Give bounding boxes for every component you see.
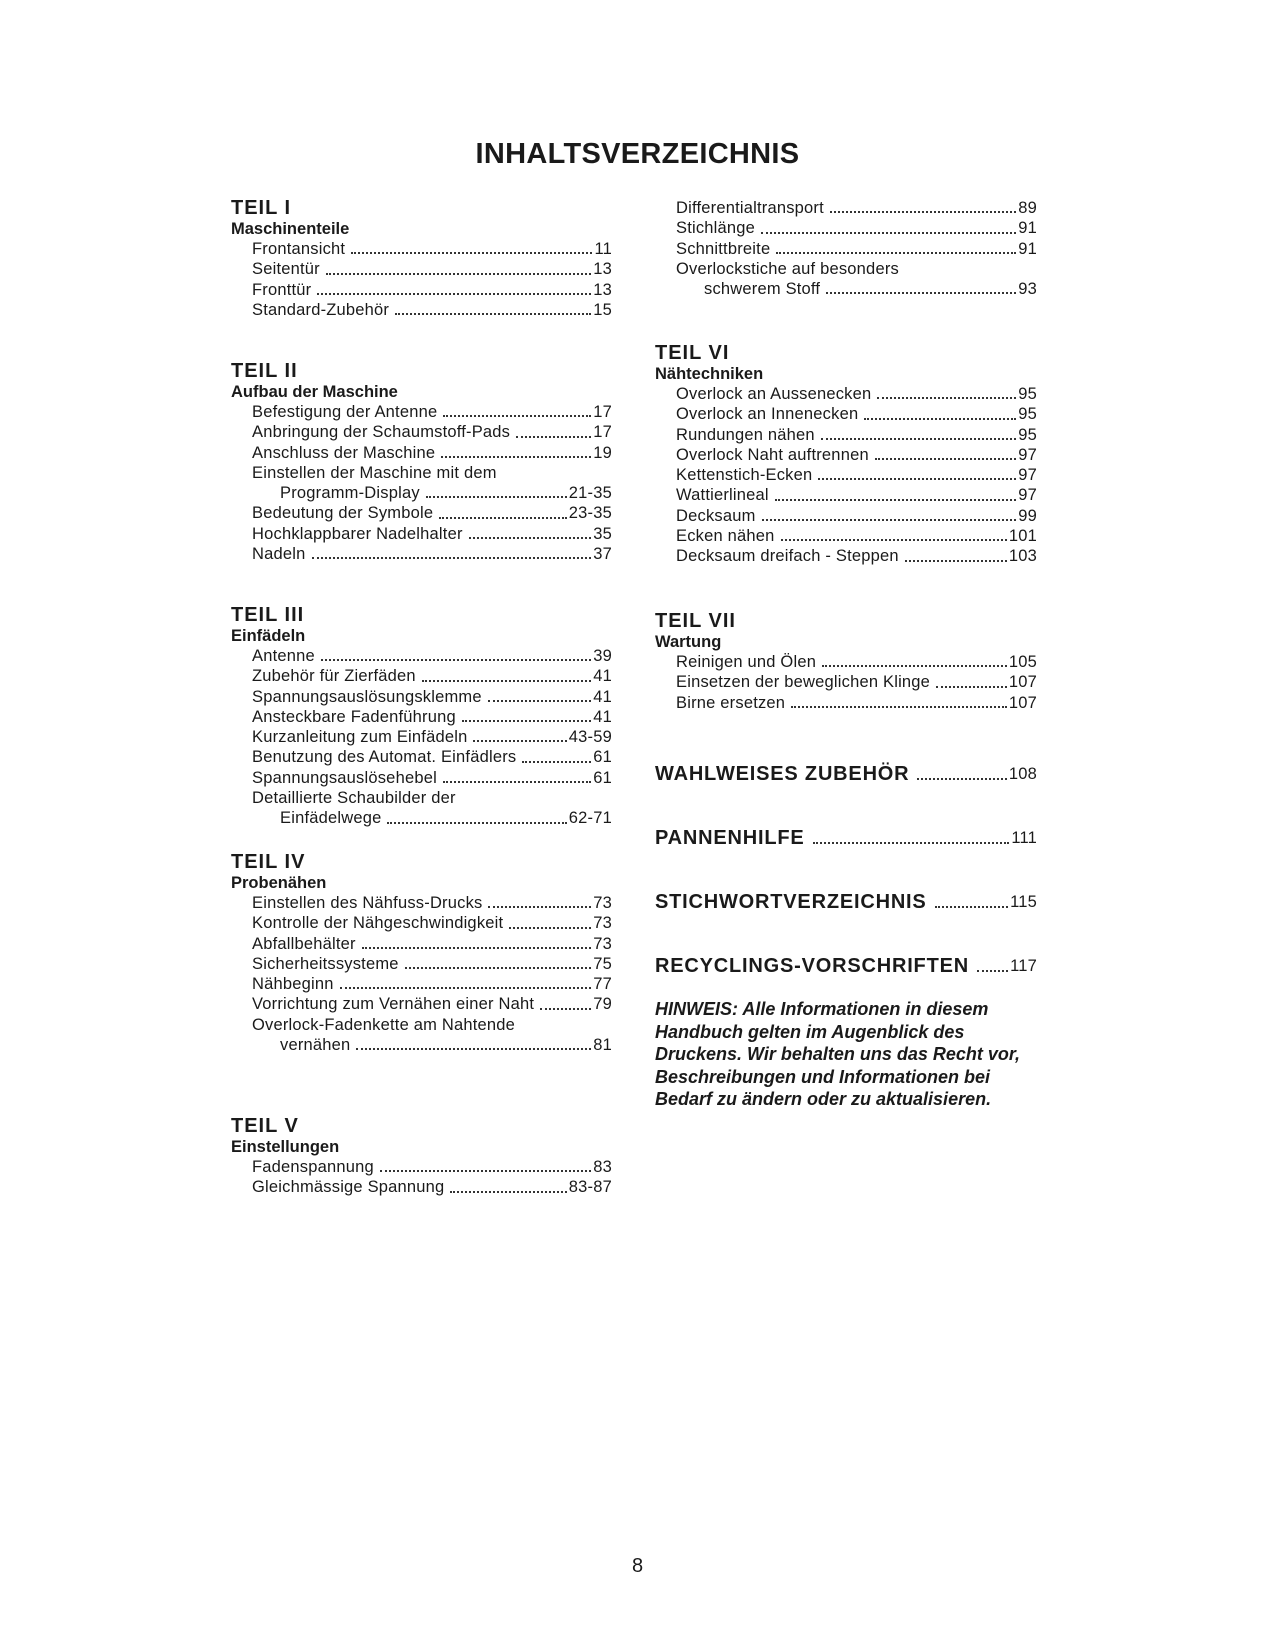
toc-entry[interactable] — [231, 239, 612, 259]
notice-line: HINWEIS: Alle Informationen in diesem — [655, 999, 989, 1019]
section-heading: TEIL II — [231, 360, 298, 382]
toc-entry-label: Gleichmässige Spannung — [252, 1178, 445, 1197]
toc-entry-page: 117 — [1010, 957, 1037, 975]
dot-leader — [818, 478, 1016, 480]
section-subheading: Maschinenteile — [231, 220, 350, 238]
toc-entry-label: Overlock Naht auftrennen — [676, 445, 869, 464]
section-teil-5 — [231, 1115, 612, 1198]
toc-entry-label: Stichlänge — [676, 219, 756, 238]
dot-leader — [877, 397, 1016, 399]
toc-entry[interactable] — [231, 913, 612, 933]
section-heading: TEIL V — [231, 1115, 299, 1137]
toc-entry-page: 43-59 — [568, 728, 612, 747]
toc-entry[interactable] — [231, 646, 612, 666]
toc-entry-page: 108 — [1008, 765, 1037, 783]
toc-entry-recyclings-vorschriften[interactable] — [655, 954, 1037, 978]
toc-entry[interactable] — [655, 404, 1037, 424]
toc-entry-page: 19 — [593, 443, 612, 462]
toc-entry-page: 73 — [593, 914, 612, 933]
dot-leader — [488, 700, 592, 702]
toc-entry-label: Abfallbehälter — [252, 934, 356, 953]
toc-entry-label: Schnittbreite — [676, 239, 771, 258]
toc-entry-label-cont: Programm-Display — [280, 484, 420, 503]
dot-leader — [380, 1170, 591, 1172]
toc-entry-page: 93 — [1018, 280, 1037, 299]
toc-entry-page: 15 — [593, 300, 612, 319]
toc-entry-page: 21-35 — [568, 484, 612, 503]
dot-leader — [488, 906, 591, 908]
dot-leader — [340, 987, 592, 989]
toc-entry[interactable] — [231, 666, 612, 686]
toc-entry-page: 35 — [593, 524, 612, 543]
toc-entry[interactable] — [231, 483, 612, 503]
dot-leader — [821, 438, 1016, 440]
toc-entry-label-cont: schwerem Stoff — [704, 280, 821, 299]
toc-entry[interactable] — [231, 503, 612, 523]
toc-entry[interactable] — [231, 954, 612, 974]
toc-entry[interactable] — [231, 443, 612, 463]
toc-entry[interactable] — [655, 279, 1037, 299]
toc-entry-label: Kurzanleitung zum Einfädeln — [252, 728, 468, 747]
section-subheading: Einfädeln — [231, 627, 306, 645]
toc-entry-wahlweises-zubehoer[interactable] — [655, 762, 1037, 786]
toc-entry-label: Sicherheitssysteme — [252, 954, 399, 973]
dot-leader — [917, 778, 1006, 780]
toc-entry[interactable] — [655, 485, 1037, 505]
toc-entry-page: 61 — [593, 768, 612, 787]
toc-entry-label: Reinigen und Ölen — [676, 653, 817, 671]
toc-entry[interactable] — [231, 707, 612, 727]
toc-entry[interactable] — [231, 747, 612, 767]
toc-entry-page: 75 — [593, 954, 612, 973]
toc-entry-label: Ecken nähen — [676, 527, 775, 546]
dot-leader — [762, 519, 1017, 521]
toc-entry-label: Frontansicht — [252, 240, 346, 258]
dot-leader — [875, 458, 1016, 460]
dot-leader — [813, 842, 1010, 844]
toc-entry-page: 91 — [1018, 239, 1037, 258]
toc-entry-page: 23-35 — [568, 504, 612, 523]
toc-entry-page: 107 — [1008, 673, 1037, 692]
toc-entry[interactable] — [655, 693, 1037, 713]
toc-entry[interactable] — [655, 218, 1037, 238]
section-teil-7 — [655, 610, 1037, 713]
toc-entry[interactable] — [231, 893, 612, 913]
toc-entry[interactable] — [231, 934, 612, 954]
toc-entry-page: 39 — [593, 647, 612, 665]
dot-leader — [351, 252, 592, 254]
section-heading: TEIL VI — [655, 342, 730, 364]
toc-entry-label: Nähbeginn — [252, 975, 334, 994]
toc-entry[interactable] — [231, 422, 612, 442]
dot-leader — [317, 293, 591, 295]
dot-leader — [462, 720, 591, 722]
toc-entry-label: Wattierlineal — [676, 486, 769, 505]
toc-entry-page: 37 — [593, 545, 612, 564]
toc-entry[interactable] — [231, 524, 612, 544]
toc-entry-label: Kontrolle der Nähgeschwindigkeit — [252, 914, 504, 933]
toc-entry-page: 81 — [593, 1036, 612, 1055]
section-teil-5-continued — [655, 198, 1037, 299]
dot-leader — [356, 1048, 591, 1050]
dot-leader — [516, 436, 591, 438]
toc-entry-page: 95 — [1018, 385, 1037, 403]
section-heading: TEIL III — [231, 604, 305, 626]
toc-entry-page: 17 — [593, 403, 612, 421]
dot-leader — [822, 665, 1007, 667]
toc-entry-label: Birne ersetzen — [676, 693, 786, 712]
toc-entry-label: Anschluss der Maschine — [252, 443, 436, 462]
toc-entry-label: PANNENHILFE — [655, 827, 805, 849]
dot-leader — [826, 292, 1016, 294]
toc-entry-page: 73 — [593, 894, 612, 912]
toc-entry-pannenhilfe[interactable] — [655, 826, 1037, 850]
toc-entry-page: 13 — [593, 260, 612, 279]
toc-entry-page: 95 — [1018, 405, 1037, 424]
page-number: 8 — [631, 1555, 644, 1577]
toc-entry-page: 103 — [1008, 547, 1037, 566]
toc-entry-page: 97 — [1018, 466, 1037, 485]
dot-leader — [405, 967, 592, 969]
toc-entry-line1[interactable] — [655, 259, 1037, 279]
notice-line: Handbuch gelten im Augenblick des — [655, 1021, 965, 1042]
section-teil-3 — [231, 604, 612, 829]
toc-entry[interactable] — [655, 652, 1037, 672]
section-teil-4 — [231, 851, 612, 1055]
toc-entry[interactable] — [655, 465, 1037, 485]
toc-entry[interactable] — [231, 687, 612, 707]
toc-entry[interactable] — [231, 808, 612, 828]
toc-entry-page: 83 — [593, 1158, 612, 1176]
toc-entry-page: 41 — [593, 707, 612, 726]
toc-entry[interactable] — [655, 526, 1037, 546]
dot-leader — [864, 418, 1016, 420]
toc-entry[interactable] — [231, 544, 612, 564]
toc-entry-label: Overlock an Innenecken — [676, 405, 859, 424]
toc-entry[interactable] — [655, 239, 1037, 259]
toc-entry-label: Antenne — [252, 647, 315, 665]
dot-leader — [387, 822, 566, 824]
section-subheading: Einstellungen — [231, 1138, 340, 1156]
toc-entry-page: 17 — [593, 423, 612, 442]
toc-entry-label: Vorrichtung zum Vernähen einer Naht — [252, 995, 535, 1014]
toc-entry-label: Einstellen des Nähfuss-Drucks — [252, 894, 483, 912]
toc-entry-page: 61 — [593, 748, 612, 767]
toc-entry-label: Benutzung des Automat. Einfädlers — [252, 748, 517, 767]
toc-entry-label: STICHWORTVERZEICHNIS — [655, 891, 927, 913]
dot-leader — [450, 1191, 566, 1193]
toc-entry-label: Overlock an Aussenecken — [676, 385, 872, 403]
toc-entry[interactable] — [655, 425, 1037, 445]
toc-entry-label: Overlockstiche auf besonders — [676, 259, 899, 278]
toc-entry-line1[interactable] — [231, 1015, 612, 1035]
toc-entry-label: Spannungsauslösehebel — [252, 768, 437, 787]
toc-entry-page: 101 — [1008, 527, 1037, 546]
toc-entry-page: 73 — [593, 934, 612, 953]
toc-entry[interactable] — [231, 974, 612, 994]
dot-leader — [362, 947, 592, 949]
toc-entry[interactable] — [231, 1157, 612, 1177]
dot-leader — [776, 252, 1016, 254]
dot-leader — [395, 313, 591, 315]
dot-leader — [422, 680, 591, 682]
toc-entry-page: 11 — [594, 240, 612, 258]
notice-line: Bedarf zu ändern oder zu aktualisieren. — [655, 1089, 992, 1109]
dot-leader — [935, 906, 1009, 908]
dot-leader — [473, 740, 566, 742]
toc-entry-label: Ansteckbare Fadenführung — [252, 707, 456, 726]
toc-entry-label: Seitentür — [252, 260, 320, 279]
toc-entry-page: 41 — [593, 687, 612, 706]
toc-entry[interactable] — [231, 1035, 612, 1055]
toc-entry-stichwortverzeichnis[interactable] — [655, 890, 1037, 914]
dot-leader — [312, 557, 592, 559]
dot-leader — [830, 211, 1016, 213]
dot-leader — [761, 232, 1016, 234]
page-title: INHALTSVERZEICHNIS — [475, 138, 800, 170]
toc-entry-label: Einstellen der Maschine mit dem — [252, 463, 497, 482]
toc-entry-page: 62-71 — [568, 809, 612, 828]
toc-entry[interactable] — [231, 768, 612, 788]
section-teil-6 — [655, 342, 1037, 567]
toc-entry[interactable] — [655, 672, 1037, 692]
toc-entry-line1[interactable] — [231, 463, 612, 483]
section-teil-1 — [231, 197, 612, 320]
toc-entry-page: 91 — [1018, 219, 1037, 238]
section-heading: TEIL I — [231, 197, 292, 219]
dot-leader — [540, 1008, 591, 1010]
dot-leader — [775, 499, 1016, 501]
toc-entry-label: Einsetzen der beweglichen Klinge — [676, 673, 931, 692]
toc-entry-label: Rundungen nähen — [676, 425, 815, 444]
toc-entry-page: 107 — [1008, 693, 1037, 712]
toc-entry-label: Spannungsauslösungsklemme — [252, 687, 482, 706]
dot-leader — [509, 927, 591, 929]
toc-entry-page: 99 — [1018, 506, 1037, 525]
toc-entry-label: Bedeutung der Symbole — [252, 504, 434, 523]
section-heading: TEIL IV — [231, 851, 306, 873]
dot-leader — [443, 415, 591, 417]
section-subheading: Nähtechniken — [655, 365, 764, 383]
toc-entry[interactable] — [655, 546, 1037, 566]
toc-entry-page: 77 — [593, 975, 612, 994]
toc-entry-label-cont: vernähen — [280, 1036, 351, 1055]
toc-entry-label: Differentialtransport — [676, 199, 824, 217]
toc-entry[interactable] — [655, 384, 1037, 404]
dot-leader — [426, 496, 567, 498]
toc-entry-page: 105 — [1008, 653, 1037, 671]
dot-leader — [791, 706, 1007, 708]
toc-entry[interactable] — [231, 259, 612, 279]
dot-leader — [441, 456, 591, 458]
toc-entry[interactable] — [655, 445, 1037, 465]
toc-entry-label: Overlock-Fadenkette am Nahtende — [252, 1015, 515, 1034]
toc-entry-page: 115 — [1010, 893, 1037, 911]
toc-entry-page: 89 — [1018, 199, 1037, 217]
toc-entry-page: 79 — [593, 995, 612, 1014]
dot-leader — [439, 517, 567, 519]
dot-leader — [443, 781, 591, 783]
toc-entry-label: Befestigung der Antenne — [252, 403, 438, 421]
toc-entry[interactable] — [231, 1177, 612, 1197]
toc-entry-label: Zubehör für Zierfäden — [252, 667, 416, 686]
notice-line: Beschreibungen und Informationen bei — [655, 1066, 991, 1087]
dot-leader — [781, 539, 1007, 541]
toc-entry-label: Kettenstich-Ecken — [676, 466, 813, 485]
toc-entry-label: Detaillierte Schaubilder der — [252, 789, 456, 808]
dot-leader — [469, 537, 592, 539]
notice-text — [655, 998, 1075, 1111]
section-subheading: Probenähen — [231, 874, 327, 892]
toc-entry[interactable] — [231, 994, 612, 1014]
section-teil-2 — [231, 360, 612, 564]
toc-entry-label: Fronttür — [252, 280, 312, 299]
toc-entry[interactable] — [231, 402, 612, 422]
toc-entry-label: Anbringung der Schaumstoff-Pads — [252, 423, 511, 442]
toc-entry-label: Nadeln — [252, 545, 306, 564]
notice-line: Druckens. Wir behalten uns das Recht vor, — [655, 1044, 1020, 1064]
toc-entry-label: Standard-Zubehör — [252, 300, 390, 319]
toc-entry-label: RECYCLINGS-VORSCHRIFTEN — [655, 955, 969, 977]
toc-entry[interactable] — [655, 198, 1037, 218]
toc-entry-label: Fadenspannung — [252, 1158, 374, 1176]
toc-entry-line1[interactable] — [231, 788, 612, 808]
section-subheading: Aufbau der Maschine — [231, 383, 398, 401]
toc-entry[interactable] — [655, 506, 1037, 526]
toc-entry-label: Hochklappbarer Nadelhalter — [252, 524, 463, 543]
toc-entry-page: 97 — [1018, 486, 1037, 505]
dot-leader — [326, 273, 591, 275]
toc-entry-page: 97 — [1018, 445, 1037, 464]
section-heading: TEIL VII — [655, 610, 736, 632]
toc-entry-page: 95 — [1018, 425, 1037, 444]
toc-entry[interactable] — [231, 280, 612, 300]
section-subheading: Wartung — [655, 633, 722, 651]
toc-entry-page: 83-87 — [568, 1178, 612, 1197]
dot-leader — [936, 686, 1007, 688]
dot-leader — [905, 560, 1007, 562]
toc-entry-page: 13 — [593, 280, 612, 299]
toc-entry-page: 41 — [593, 667, 612, 686]
toc-entry[interactable] — [231, 300, 612, 320]
toc-entry-label: WAHLWEISES ZUBEHÖR — [655, 763, 910, 785]
toc-entry-page: 111 — [1011, 829, 1037, 847]
toc-entry-label: Decksaum — [676, 506, 756, 525]
dot-leader — [977, 970, 1008, 972]
dot-leader — [522, 761, 591, 763]
dot-leader — [321, 659, 591, 661]
toc-entry[interactable] — [231, 727, 612, 747]
toc-entry-label: Decksaum dreifach - Steppen — [676, 547, 899, 566]
toc-entry-label-cont: Einfädelwege — [280, 809, 382, 828]
